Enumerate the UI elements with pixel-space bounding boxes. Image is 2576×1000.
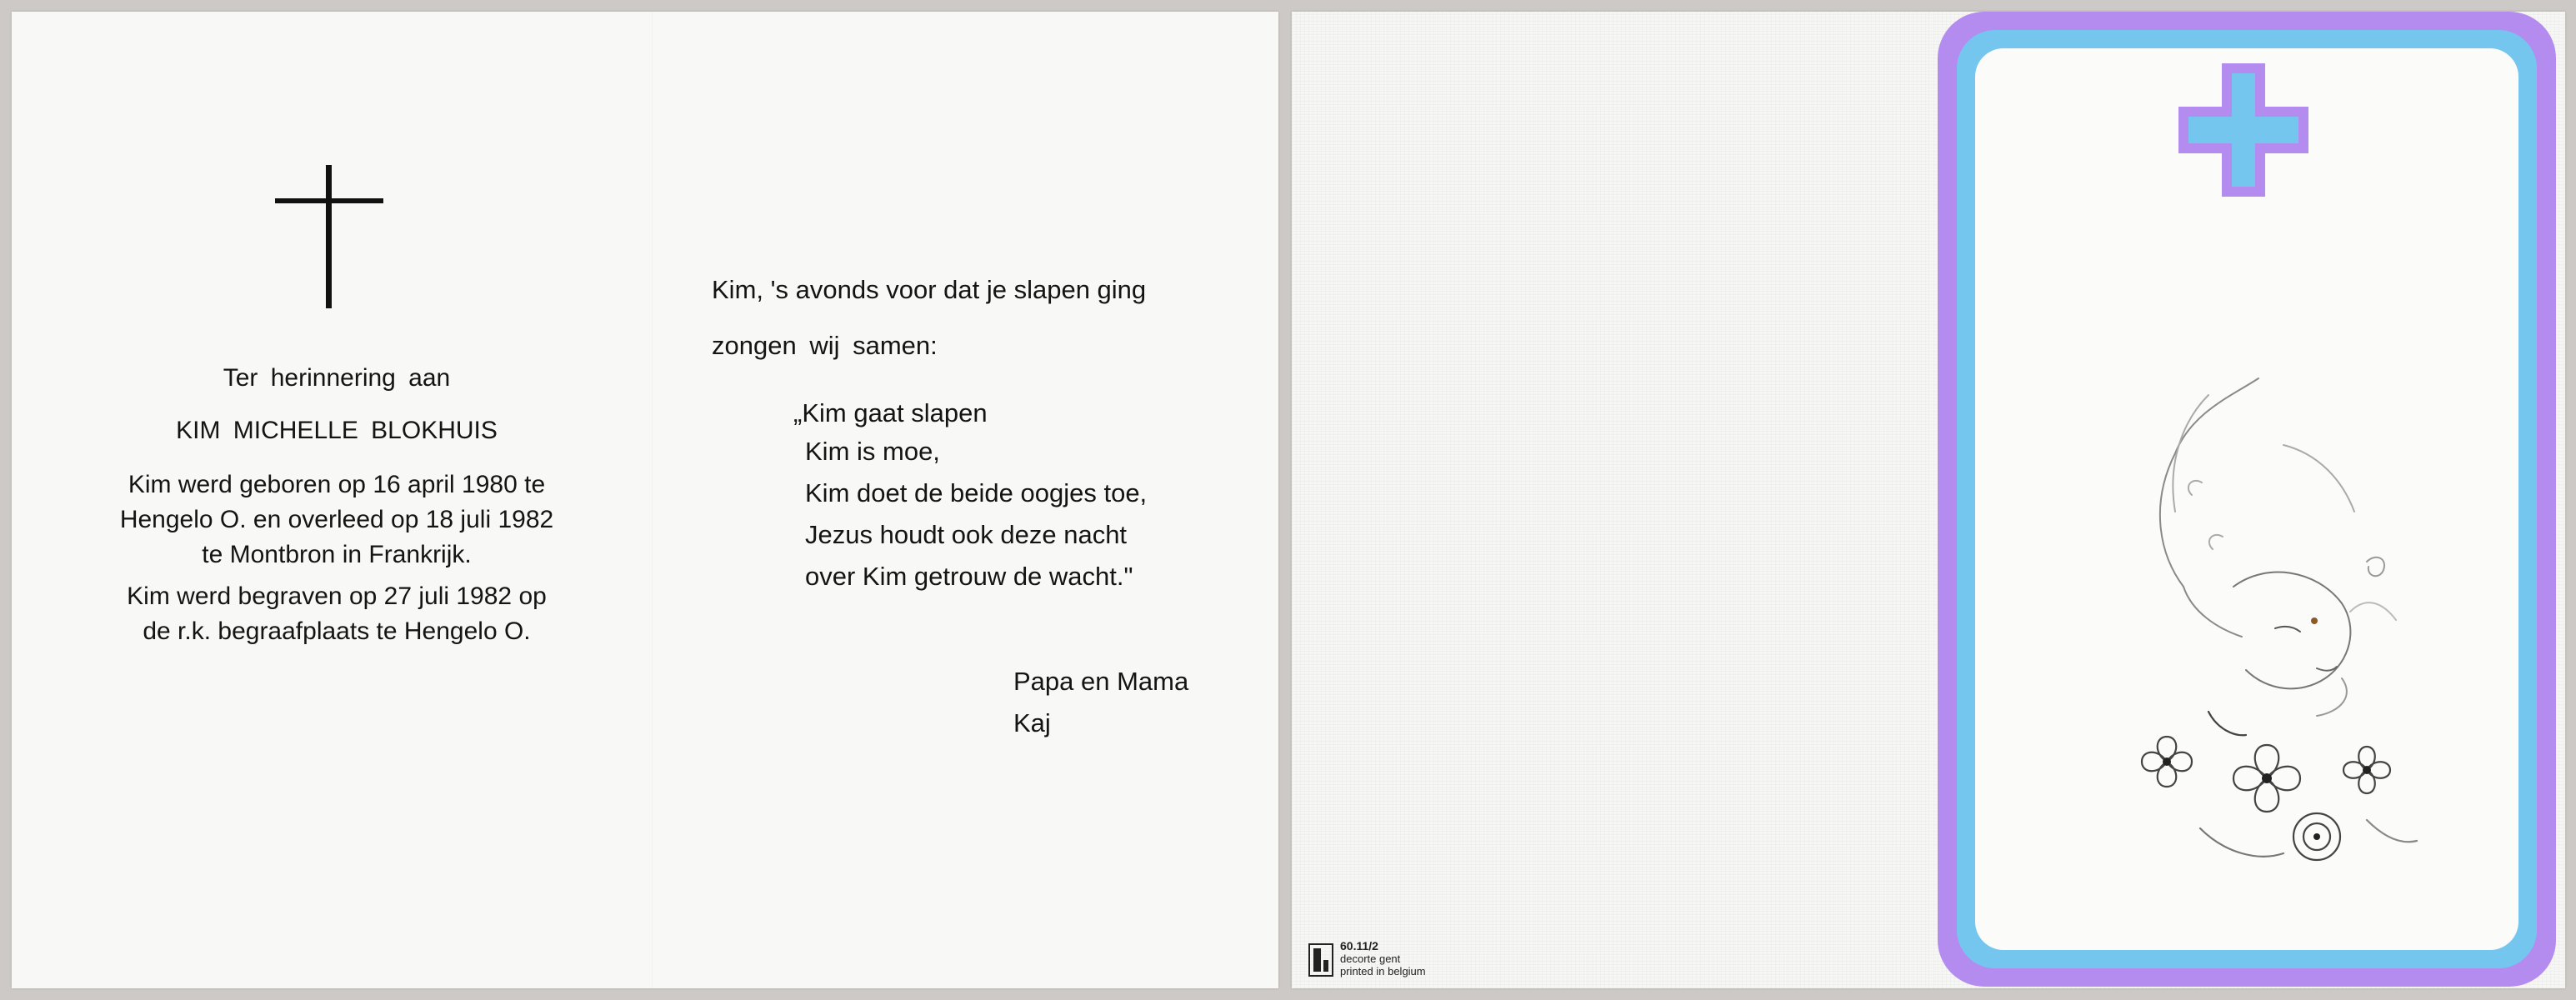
verse-intro-line: Kim, 's avonds voor dat je slapen ging (712, 275, 1147, 304)
fold-line (1928, 12, 1930, 988)
cross-icon (2178, 63, 2308, 197)
printer-origin: printed in belgium (1340, 965, 1426, 978)
bio-line: te Montbron in Frankrijk. (202, 541, 472, 568)
bio-line: de r.k. begraafplaats te Hengelo O. (143, 618, 531, 645)
cross-icon (275, 165, 383, 308)
verse-intro-line: zongen wij samen: (712, 331, 938, 360)
signature-line: Papa en Mama (1013, 667, 1189, 696)
fold-line (652, 12, 653, 988)
poem-line: Jezus houdt ook deze nacht (805, 520, 1128, 549)
card-inside (12, 12, 1278, 988)
printer-name: decorte gent (1340, 952, 1401, 965)
poem-line: over Kim getrouw de wacht." (805, 562, 1133, 591)
deceased-name: KIM MICHELLE BLOKHUIS (176, 417, 498, 444)
poem-line: Kim doet de beide oogjes toe, (805, 478, 1148, 508)
card-outside (1292, 12, 2565, 988)
intro-text: Ter herinnering aan (223, 364, 451, 392)
printer-logo-icon (1308, 943, 1333, 977)
bio-line: Hengelo O. en overleed op 18 juli 1982 (119, 506, 554, 533)
poem-line: „Kim gaat slapen (793, 398, 988, 428)
signature-line: Kaj (1013, 708, 1051, 738)
printer-imprint (1308, 938, 1458, 980)
bio-line: Kim werd begraven op 27 juli 1982 op (127, 582, 547, 610)
printer-code: 60.11/2 (1340, 939, 1378, 952)
bio-line: Kim werd geboren op 16 april 1980 te (128, 471, 546, 498)
child-with-flowers-illustration (2067, 362, 2467, 895)
poem-line: Kim is moe, (805, 437, 940, 466)
